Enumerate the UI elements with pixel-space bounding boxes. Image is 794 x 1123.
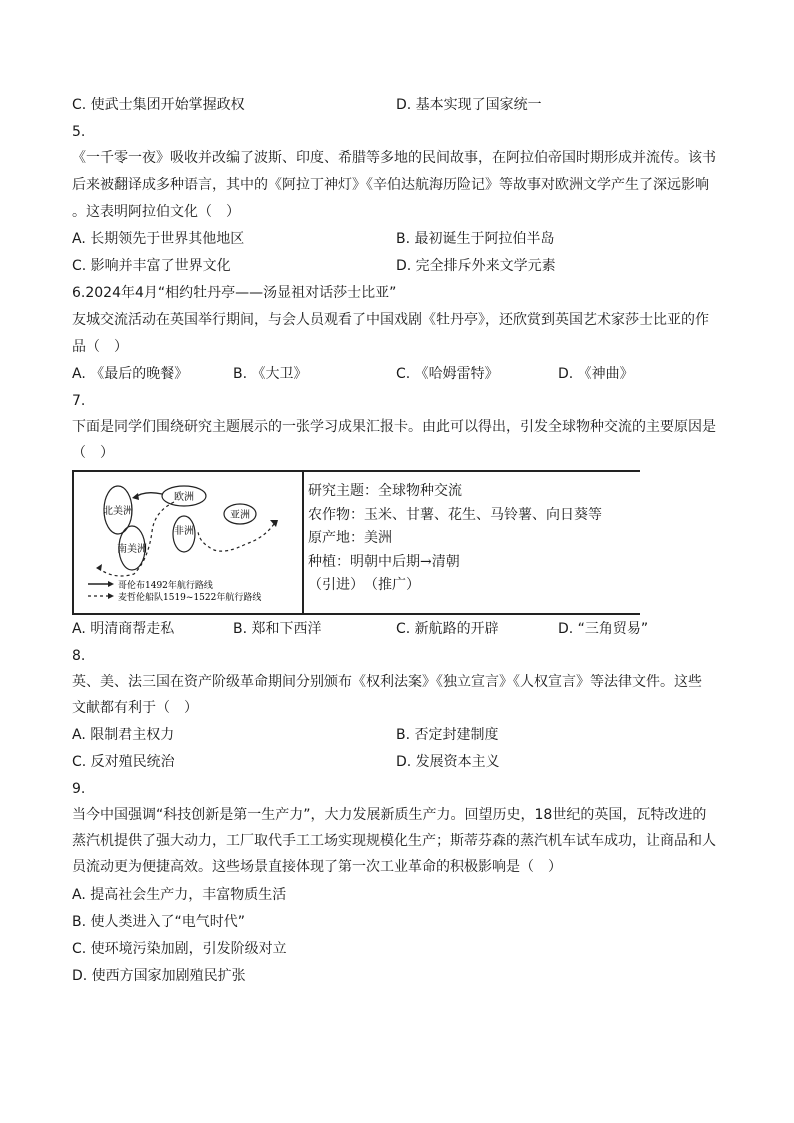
q9-stem-line: 蒸汽机提供了强大动力，工厂取代手工工场实现规模化生产；斯蒂芬森的蒸汽机车试车成功，让商品和人 xyxy=(72,833,716,849)
q8-option-d: D. 发展资本主义 xyxy=(396,754,500,770)
map-label-asia: 亚洲 xyxy=(230,510,250,521)
q9-stem-line: 员流动更为便捷高效。这些场景直接体现了第一次工业革命的积极影响是（ ） xyxy=(72,859,562,875)
q8-option-c: C. 反对殖民统治 xyxy=(72,754,175,770)
q7-number: 7. xyxy=(72,393,86,409)
q9-option-d: D. 使西方国家加剧殖民扩张 xyxy=(72,968,246,984)
q4-option-d: D. 基本实现了国家统一 xyxy=(396,97,542,113)
q8-stem-line: 英、美、法三国在资产阶级革命期间分别颁布《权利法案》《独立宣言》《人权宣言》等法律文件。这些 xyxy=(72,674,702,690)
q4-option-c: C. 使武士集团开始掌握政权 xyxy=(72,97,245,113)
map-label-africa: 非洲 xyxy=(174,526,194,537)
q5-option-b: B. 最初诞生于阿拉伯半岛 xyxy=(396,231,555,247)
q5-option-a: A. 长期领先于世界其他地区 xyxy=(72,231,245,247)
route-map xyxy=(72,472,304,613)
route-arrowhead xyxy=(132,493,139,500)
q8-number: 8. xyxy=(72,648,86,664)
card-line-topic: 研究主题：全球物种交流 xyxy=(308,483,462,499)
route-map-drawing xyxy=(74,472,302,609)
q9-number: 9. xyxy=(72,781,86,797)
q6-stem-line: 友城交流活动在英国举行期间，与会人员观看了中国戏剧《牡丹亭》，还欣赏到英国艺术家莎士比亚的作 xyxy=(72,312,709,328)
q5-stem-line: 《一千零一夜》吸收并改编了波斯、印度、希腊等多地的民间故事，在阿拉伯帝国时期形成并流传。该书 xyxy=(72,150,716,166)
q7-option-b: B. 郑和下西洋 xyxy=(233,621,322,637)
legend-label: 麦哲伦船队1519~1522年航行路线 xyxy=(118,593,262,603)
card-line-origin: 原产地：美洲 xyxy=(308,530,392,546)
map-label-europe: 欧洲 xyxy=(174,492,194,503)
q6-option-b: B. 《大卫》 xyxy=(233,366,308,382)
q5-option-c: C. 影响并丰富了世界文化 xyxy=(72,258,231,274)
q6-stem-line: 品（ ） xyxy=(72,339,128,355)
q8-option-a: A. 限制君主权力 xyxy=(72,727,175,743)
q9-option-a: A. 提高社会生产力，丰富物质生活 xyxy=(72,887,287,903)
q5-option-d: D. 完全排斥外来文学元素 xyxy=(396,258,556,274)
q7-option-a: A. 明清商帮走私 xyxy=(72,621,175,637)
map-label-south-america: 南美洲 xyxy=(117,544,147,555)
q6-option-c: C. 《哈姆雷特》 xyxy=(396,366,499,382)
route-arrowhead xyxy=(96,564,102,571)
q9-option-c: C. 使环境污染加剧，引发阶级对立 xyxy=(72,941,287,957)
q5-stem-line: 。这表明阿拉伯文化（ ） xyxy=(72,204,240,220)
card-line-stage: （引进） （推广） xyxy=(308,577,420,593)
map-label-north-america: 北美洲 xyxy=(103,506,133,517)
q8-option-b: B. 否定封建制度 xyxy=(396,727,499,743)
magellan-route-east xyxy=(198,524,274,551)
q8-stem-line: 文献都有利于（ ） xyxy=(72,700,198,716)
q6-option-d: D. 《神曲》 xyxy=(558,366,634,382)
report-card xyxy=(72,470,640,615)
q7-option-d: D. “三角贸易” xyxy=(558,621,649,637)
card-text xyxy=(308,480,602,598)
q5-stem-line: 后来被翻译成多种语言，其中的《阿拉丁神灯》《辛伯达航海历险记》等故事对欧洲文学产生了深远影响 xyxy=(72,177,709,193)
q9-option-b: B. 使人类进入了“电气时代” xyxy=(72,914,246,930)
q7-stem-line: （ ） xyxy=(72,445,114,461)
card-line-planting: 种植：明朝中后期→清朝 xyxy=(308,553,460,570)
card-line-crops: 农作物：玉米、甘薯、花生、马铃薯、向日葵等 xyxy=(308,506,602,523)
q7-option-c: C. 新航路的开辟 xyxy=(396,621,499,637)
q7-stem-line: 下面是同学们围绕研究主题展示的一张学习成果汇报卡。由此可以得出，引发全球物种交流的主要原因是 xyxy=(72,419,716,435)
q6-title: 6.2024年4月“相约牡丹亭——汤显祖对话莎士比亚” xyxy=(72,285,397,301)
route-arrowhead xyxy=(270,520,278,527)
q6-option-a: A. 《最后的晚餐》 xyxy=(72,366,189,382)
legend-label: 哥伦布1492年航行路线 xyxy=(118,581,213,591)
q5-number: 5. xyxy=(72,124,86,140)
q9-stem-line: 当今中国强调“科技创新是第一生产力”，大力发展新质生产力。回望历史，18世纪的英国，瓦特改进的 xyxy=(72,807,707,823)
